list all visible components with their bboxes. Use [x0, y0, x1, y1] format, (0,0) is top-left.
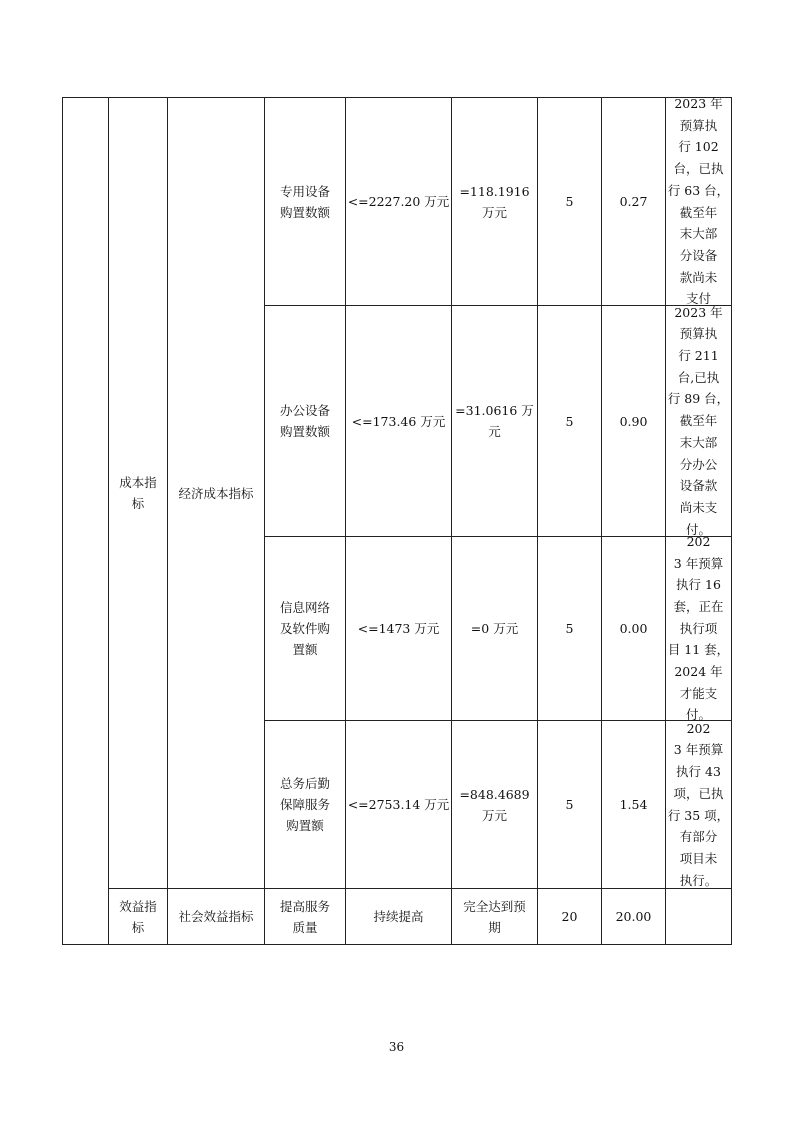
note-line: 台,已执: [677, 369, 720, 385]
weight-cell: [538, 537, 601, 720]
weight-value: 5: [565, 413, 574, 429]
indicator-line: 购置数额: [279, 424, 330, 439]
note-line: 执行 43: [676, 764, 721, 780]
category-benefit-line: 标: [131, 919, 145, 935]
score-cell: [602, 889, 665, 944]
weight-value: 5: [565, 621, 574, 636]
note-line: 2023 年: [674, 95, 723, 111]
note-line: 执行 16: [676, 577, 721, 593]
note-line: 执行。: [679, 872, 718, 888]
indicator-line: 质量: [292, 919, 318, 935]
weight-cell: [538, 306, 601, 536]
weight-value: 5: [565, 797, 574, 812]
score-value: 20.00: [615, 909, 652, 924]
note-line: 目 11 套，: [667, 642, 730, 658]
note-line: 202: [686, 720, 711, 736]
note-line: 项，已执: [673, 785, 724, 801]
weight-cell: [538, 721, 601, 888]
note-line: 2023 年: [674, 304, 723, 320]
indicator-line: 购置额: [286, 818, 324, 833]
actual-cell: [452, 98, 537, 305]
note-line: 有部分: [679, 829, 718, 845]
note-line: 支付: [685, 291, 711, 307]
note-cell: [666, 533, 731, 723]
note-line: 行 211: [678, 348, 719, 364]
note-line: 行 63 台，: [667, 182, 730, 198]
note-cell: [666, 94, 731, 309]
indicator-line: 保障服务: [279, 797, 330, 812]
weight-cell: [538, 889, 601, 944]
note-line: 分设备: [679, 247, 718, 263]
score-value: 0.90: [619, 413, 648, 429]
note-line: 付。: [685, 521, 711, 537]
score-cell: [602, 98, 665, 305]
weight-value: 20: [561, 909, 578, 924]
note-cell: [666, 306, 731, 536]
note-line: 行 35 项，: [667, 807, 730, 823]
indicator-line: 提高服务: [279, 898, 330, 914]
note-line: 截至年: [679, 413, 718, 429]
note-line: 尚未支: [679, 499, 718, 515]
target-value: <=2227.20 万元: [347, 194, 450, 209]
note-line: 分办公: [679, 456, 718, 472]
target-cell: [346, 306, 451, 536]
note-line: 预算执: [679, 117, 718, 133]
score-value: 0.27: [619, 194, 648, 209]
category-cost-line: 标: [131, 496, 145, 511]
indicator-cell: [265, 889, 345, 944]
actual-line: 完全达到预: [463, 898, 526, 914]
actual-line: 万元: [481, 204, 507, 220]
note-line: 行 89 台，: [667, 391, 730, 407]
actual-line: 期: [488, 919, 501, 935]
indicator-line: 总务后勤: [279, 776, 330, 791]
note-line: 套，正在: [673, 598, 724, 614]
target-cell: [346, 721, 451, 888]
indicator-line: 购置数额: [279, 204, 330, 220]
actual-line: =31.0616 万: [455, 403, 534, 418]
indicator-cell: [265, 721, 345, 888]
indicator-line: 置额: [292, 642, 318, 657]
score-cell: [602, 721, 665, 888]
indicator-line: 办公设备: [279, 403, 330, 418]
note-line: 台，已执: [673, 161, 724, 177]
actual-line: 元: [488, 424, 501, 439]
actual-cell: [452, 537, 537, 720]
actual-cell: [452, 889, 537, 944]
note-line: 项目未: [679, 850, 718, 866]
category-cost-line: 成本指: [119, 475, 157, 490]
note-cell: [666, 889, 731, 944]
weight-cell: [538, 98, 601, 305]
indicator-cell: [265, 537, 345, 720]
note-line: 202: [686, 533, 711, 549]
note-line: 付。: [685, 707, 711, 723]
indicator-line: 及软件购: [279, 621, 330, 636]
note-line: 设备款: [679, 478, 718, 494]
note-line: 末大部: [679, 226, 718, 242]
note-line: 2024 年: [674, 664, 723, 680]
page-number: 36: [388, 1040, 405, 1054]
actual-cell: [452, 306, 537, 536]
score-cell: [602, 306, 665, 536]
note-line: 末大部: [679, 434, 718, 450]
target-value: <=2753.14 万元: [347, 797, 450, 812]
actual-line: =0 万元: [470, 621, 519, 636]
score-cell: [602, 537, 665, 720]
category-benefit-cell: [109, 889, 167, 944]
weight-value: 5: [565, 194, 574, 209]
indicator-line: 专用设备: [279, 183, 330, 199]
note-cell: [666, 721, 731, 888]
note-line: 截至年: [679, 204, 718, 220]
target-cell: [346, 98, 451, 305]
actual-cell: [452, 721, 537, 888]
score-value: 0.00: [619, 621, 648, 636]
actual-line: 万元: [481, 807, 507, 823]
note-line: 行 102: [678, 139, 719, 155]
actual-line: =118.1916: [459, 183, 530, 199]
note-line: 才能支: [679, 685, 718, 701]
subcategory-cost-label: 经济成本指标: [178, 485, 254, 501]
indicator-cell: [265, 98, 345, 305]
note-line: 预算执: [679, 326, 718, 342]
indicator-line: 信息网络: [279, 600, 330, 615]
score-value: 1.54: [619, 797, 648, 812]
note-line: 款尚未: [679, 269, 718, 285]
actual-line: =848.4689: [459, 786, 530, 802]
subcategory-benefit-label: 社会效益指标: [178, 909, 254, 924]
category-benefit-line: 效益指: [119, 898, 157, 914]
target-value: 持续提高: [373, 909, 424, 924]
target-value: <=173.46 万元: [351, 413, 446, 429]
note-line: 3 年预算: [673, 555, 724, 571]
note-line: 执行项: [679, 620, 718, 636]
category-cost-cell: [109, 98, 167, 888]
target-cell: [346, 889, 451, 944]
indicator-cell: [265, 306, 345, 536]
target-value: <=1473 万元: [357, 621, 440, 636]
subcategory-cost-cell: [168, 98, 264, 888]
target-cell: [346, 537, 451, 720]
note-line: 3 年预算: [673, 742, 724, 758]
subcategory-benefit-cell: [168, 889, 264, 944]
